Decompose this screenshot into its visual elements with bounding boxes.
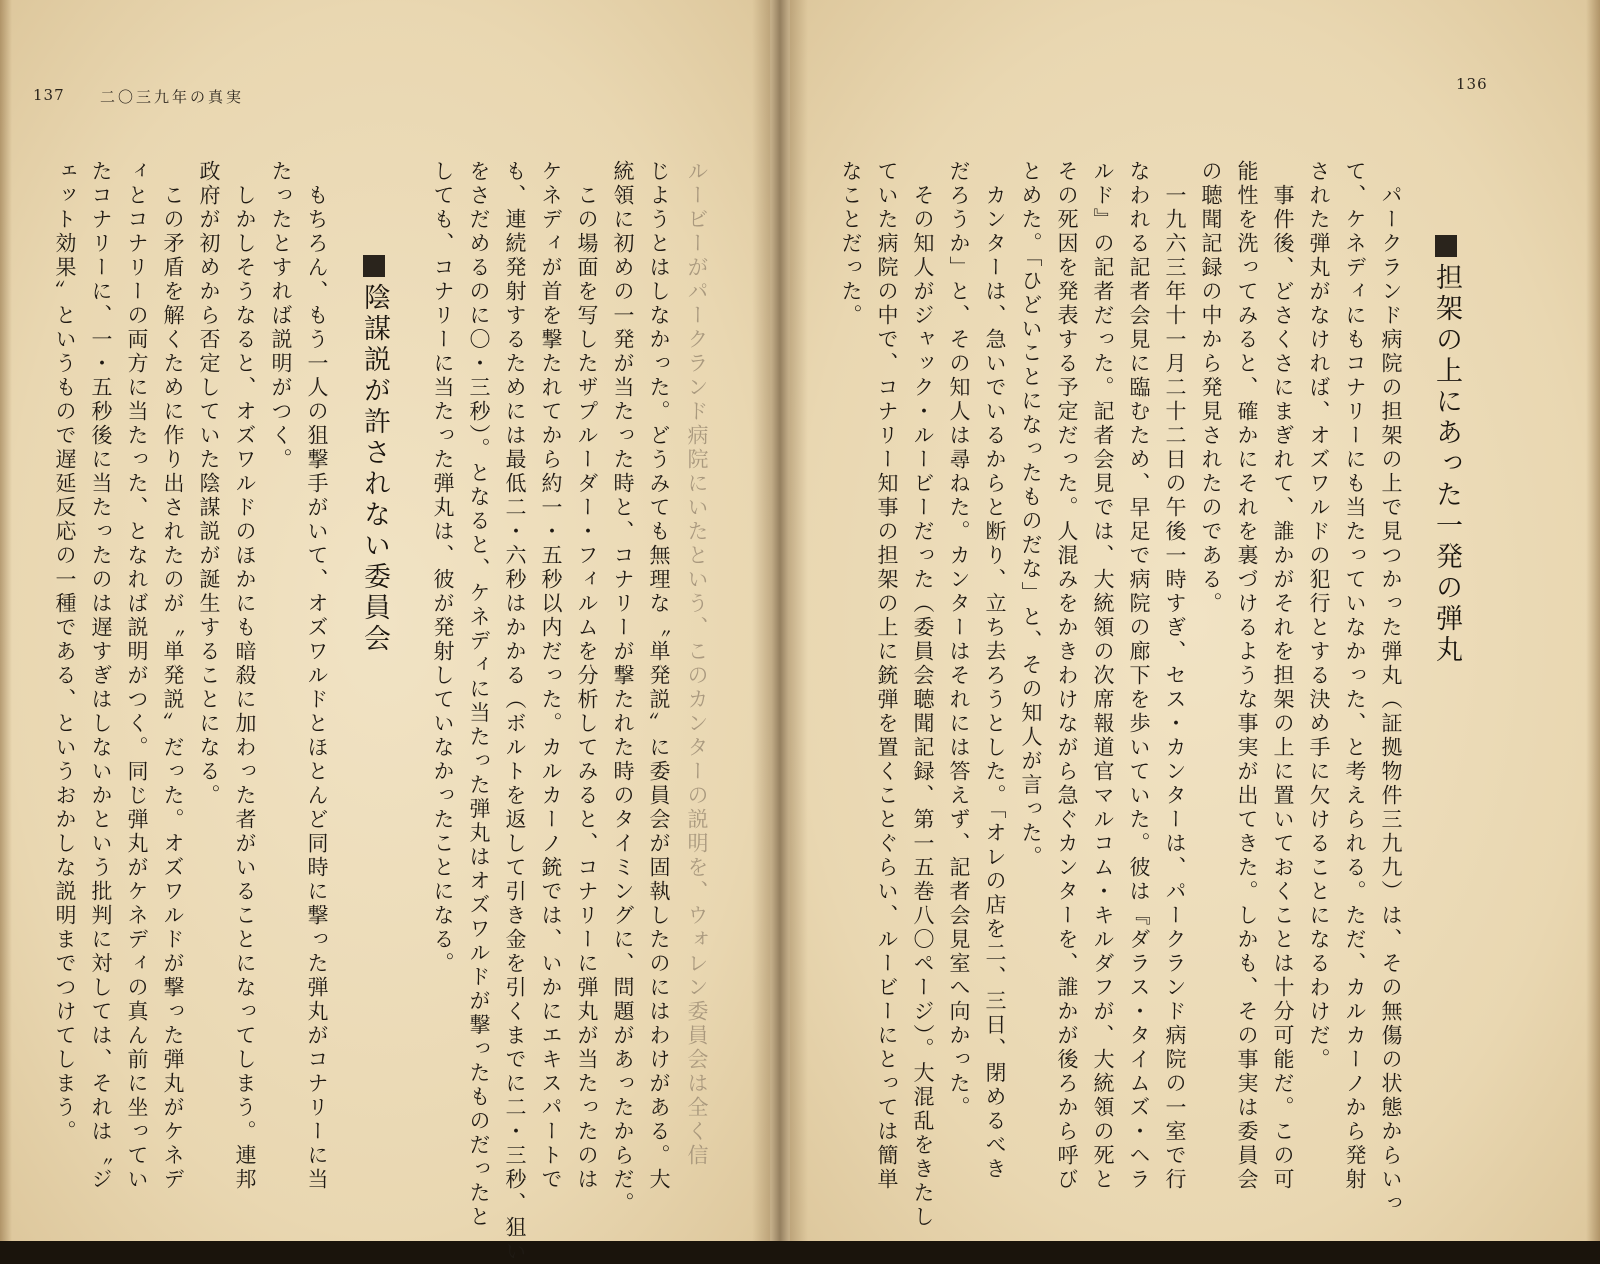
text-line: ケネディが首を撃たれてから約一・五秒以内だった。カルカーノ銃では、いかにエキスパートで [539,160,563,1192]
heading-text: 陰謀説が許されない委員会 [359,283,390,655]
text-line: 一九六三年十一月二十二日の午後一時すぎ、セス・カンターは、パークランド病院の一室で行 [1163,160,1187,1192]
text-line: たったとすれば説明がつく。 [269,160,293,472]
text-line: パークランド病院の担架の上で見つかった弾丸（証拠物件三九九）は、その無傷の状態からいっ [1379,160,1403,1216]
text-line: なわれる記者会見に臨むため、早足で病院の廊下を歩いていた。彼は『ダラス・タイムズ・ヘラ [1127,160,1151,1192]
page-edge-shadow [0,0,12,1241]
text-line: 事件後、どさくさにまぎれて、誰かがそれを担架の上に置いておくことは十分可能だ。この可 [1271,160,1295,1192]
text-line: しかしそうなると、オズワルドのほかにも暗殺に加わった者がいることになってしまう。連邦 [233,160,257,1192]
text-line: の聴聞記録の中から発見されたのである。 [1199,160,1223,616]
text-line: をさだめるのに〇・三秒）。となると、ケネディに当たった弾丸はオズワルドが撃ったものだったと [467,160,491,1230]
text-line: ェット効果〟というもので遅延反応の一種である、というおかしな説明までつけてしまう。 [53,160,77,1144]
page-edge-shadow [1586,0,1600,1241]
text-line: も、連続発射するためには最低二・六秒はかかる（ボルトを返して引き金を引くまでに二・三秒、狙い [503,160,527,1264]
text-line: ていた病院の中で、コナリー知事の担架の上に銃弾を置くことぐらい、ルービーにとっては簡単 [875,160,899,1192]
text-line: 政府が初めから否定していた陰謀説が誕生することになる。 [197,160,221,808]
section-heading [358,255,391,655]
text-line: だろうか」と、その知人は尋ねた。カンターはそれには答えず、記者会見室へ向かった。 [947,160,971,1120]
right-page [790,0,1600,1241]
text-line: もちろん、もう一人の狙撃手がいて、オズワルドとほとんど同時に撃った弾丸がコナリーに当 [305,160,329,1192]
heading-square-icon [363,255,385,277]
left-page [0,0,770,1264]
text-line: この矛盾を解くために作り出されたのが〝単発説〟だった。オズワルドが撃った弾丸がケネデ [161,160,185,1192]
text-line: 統領に初めの一発が当たった時と、コナリーが撃たれた時のタイミングに、問題があったからだ。 [611,160,635,1216]
text-line: しても、コナリーに当たった弾丸は、彼が発射していなかったことになる。 [431,160,455,976]
text-line: この場面を写したザプルーダー・フィルムを分析してみると、コナリーに弾丸が当たったのは [575,160,599,1192]
text-line: された弾丸がなければ、オズワルドの犯行とする決め手に欠けることになるわけだ。 [1307,160,1331,1072]
page-number: 136 [1456,75,1488,93]
running-title: 二〇三九年の真実 [100,88,245,106]
text-line: じようとはしなかった。どうみても無理な〝単発説〟に委員会が固執したのにはわけがある。大 [647,160,671,1192]
section-heading [1430,235,1463,666]
text-line: たコナリーに、一・五秒後に当たったのは遅すぎはしないかという批判に対しては、それは〝ジ [89,160,113,1192]
text-line: ルド』の記者だった。記者会見では、大統領の次席報道官マルコム・キルダフが、大統領の死と [1091,160,1115,1192]
ghost-line: ルービーがパークランド病院にいたという、このカンターの説明を、ウォレン委員会は全く信 [685,160,709,1168]
text-line: て、ケネディにもコナリーにも当たっていなかった、と考えられる。ただ、カルカーノから発射 [1343,160,1367,1192]
heading-square-icon [1435,235,1457,257]
heading-text: 担架の上にあった一発の弾丸 [1431,263,1462,666]
text-line: なことだった。 [839,160,863,328]
text-line: 能性を洗ってみると、確かにそれを裏づけるような事実が出てきた。しかも、その事実は委員会 [1235,160,1259,1192]
text-line: カンターは、急いでいるからと断り、立ち去ろうとした。「オレの店を二、三日、閉めるべき [983,160,1007,1182]
text-line: その知人がジャック・ルービーだった（委員会聴聞記録、第一五巻八〇ページ）。大混乱をきたし [911,160,935,1230]
page-number: 137 [33,86,65,104]
text-line: とめた。「ひどいことになったものだな」と、その知人が言った。 [1019,160,1043,870]
book-gutter [752,0,808,1241]
text-line: その死因を発表する予定だった。人混みをかきわけながら急ぐカンターを、誰かが後ろから呼び [1055,160,1079,1192]
text-line: ィとコナリーの両方に当たった、となれば説明がつく。同じ弾丸がケネディの真ん前に坐ってい [125,160,149,1192]
